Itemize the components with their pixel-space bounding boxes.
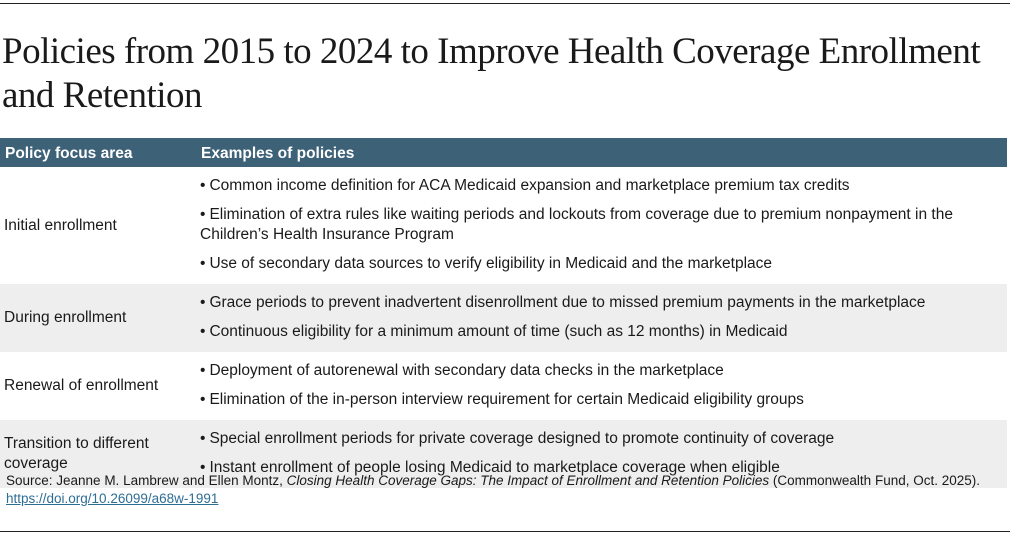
examples-cell — [195, 167, 1007, 284]
source-suffix: (Commonwealth Fund, Oct. 2025). — [769, 473, 980, 488]
policy-example: • Special enrollment periods for private coverage designed to promote continuity of coverage — [200, 425, 987, 454]
source-note — [6, 472, 996, 508]
policy-example: • Continuous eligibility for a minimum amount of time (such as 12 months) in Medicaid — [200, 318, 987, 347]
examples-cell — [195, 284, 1007, 352]
policy-example: • Grace periods to prevent inadvertent disenrollment due to missed premium payments in the marketplace — [200, 289, 987, 318]
examples-cell — [195, 352, 1007, 420]
policy-example: • Elimination of extra rules like waiting periods and lockouts from coverage due to premium nonpayment in the Children’s Health Insurance Program — [200, 201, 987, 250]
source-prefix: Source: Jeanne M. Lambrew and Ellen Montz, — [6, 473, 287, 488]
table-row — [0, 352, 1007, 420]
column-header-focus-area: Policy focus area — [5, 144, 133, 162]
page-title: Policies from 2015 to 2024 to Improve Health Coverage Enrollment and Retention — [2, 31, 981, 116]
top-rule — [0, 3, 1010, 4]
focus-area-cell: Initial enrollment — [4, 216, 117, 234]
source-report-title: Closing Health Coverage Gaps: The Impact of Enrollment and Retention Policies — [286, 473, 770, 488]
table-row — [0, 284, 1007, 352]
policy-example: • Use of secondary data sources to verify eligibility in Medicaid and the marketplace — [200, 250, 987, 279]
policy-example: • Instant enrollment of people losing Medicaid to marketplace coverage when eligible — [200, 454, 987, 483]
table-header-row — [0, 138, 1007, 167]
policy-example: • Elimination of the in-person interview requirement for certain Medicaid eligibility groups — [200, 386, 987, 415]
focus-area-cell: Renewal of enrollment — [4, 377, 159, 394]
policies-table — [0, 138, 1007, 488]
table-row — [0, 167, 1007, 284]
policy-example: • Common income definition for ACA Medicaid expansion and marketplace premium tax credits — [200, 172, 987, 201]
bottom-rule — [0, 531, 1010, 532]
doi-link[interactable]: https://doi.org/10.26099/a68w-1991 — [6, 491, 219, 506]
policy-example: • Deployment of autorenewal with secondary data checks in the marketplace — [200, 357, 987, 386]
column-header-examples: Examples of policies — [201, 144, 355, 162]
focus-area-cell: During enrollment — [0, 284, 195, 352]
focus-area-cell: Transition to different coverage — [0, 420, 195, 488]
